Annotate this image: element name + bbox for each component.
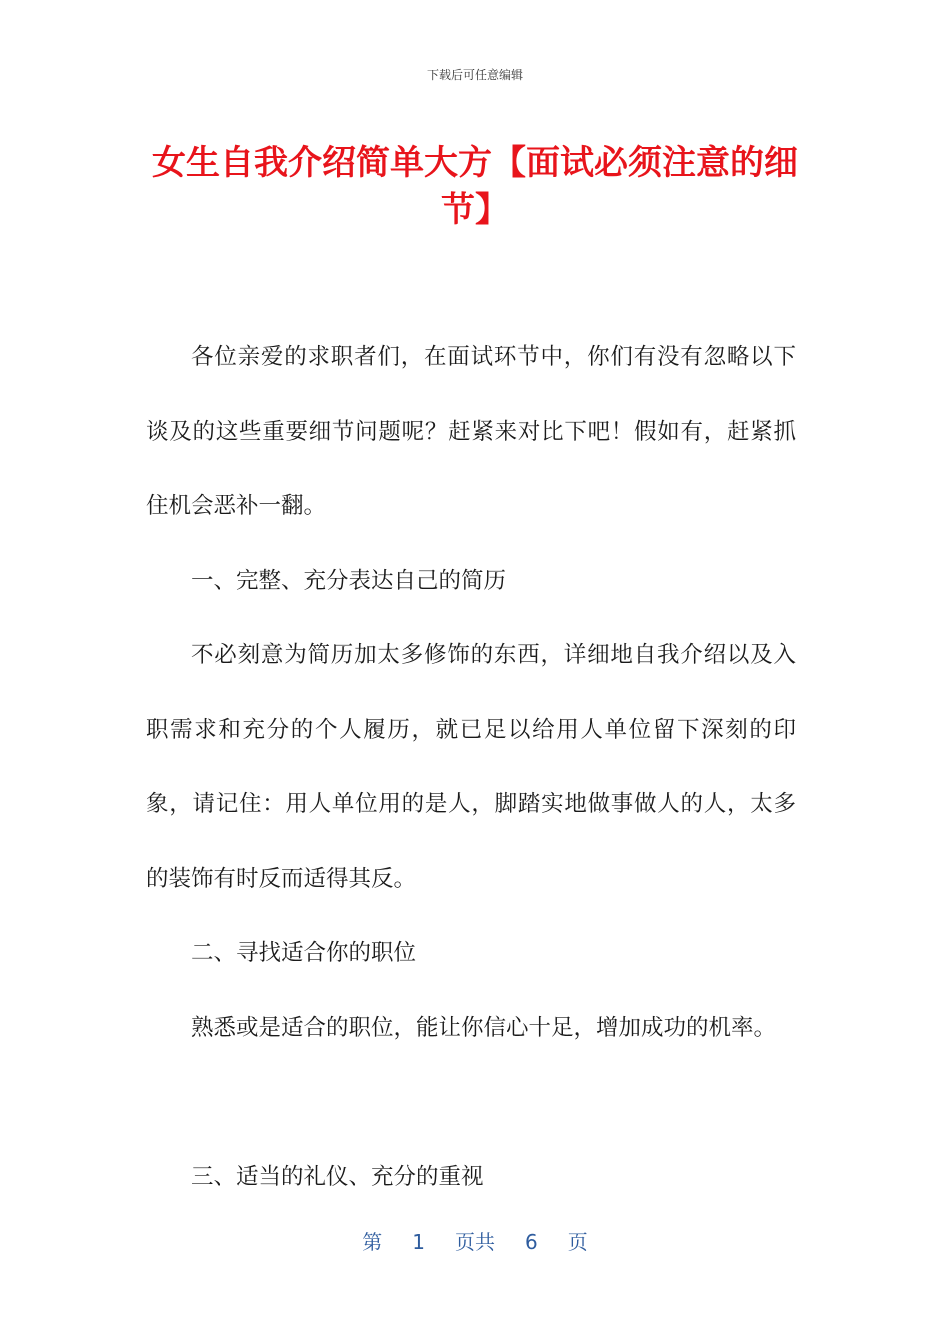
section-heading-2: 二、寻找适合你的职位 xyxy=(191,940,417,966)
document-body xyxy=(146,320,796,1215)
section-heading-1: 一、完整、充分表达自己的简历 xyxy=(191,567,507,594)
section-heading-3: 三、适当的礼仪、充分的重视 xyxy=(191,1164,484,1190)
section-paragraph-1: 不必刻意为简历加太多修饰的东西，详细地自我介绍以及入职需求和充分的个人履历，就已足以给用人单位留下深刻的印象，请记住：用人单位用的是人，脚踏实地做事做人的人，太多的装饰有时反而适得其反。 xyxy=(146,642,796,892)
section-paragraph-2: 熟悉或是适合的职位，能让你信心十足，增加成功的机率。 xyxy=(191,1014,777,1041)
footer-total-pages: 6 xyxy=(525,1230,538,1254)
header-note: 下载后可任意编辑 xyxy=(426,68,523,82)
document-title: 女生自我介绍简单大方【面试必须注意的细节】 xyxy=(152,143,798,230)
footer-prefix: 第 xyxy=(362,1230,383,1254)
page-number-footer xyxy=(0,1226,950,1255)
paragraph-spacer xyxy=(146,1065,796,1140)
intro-paragraph: 各位亲爱的求职者们，在面试环节中，你们有没有忽略以下谈及的这些重要细节问题呢？赶紧来对比下吧！假如有，赶紧抓住机会恶补一翻。 xyxy=(146,344,796,519)
footer-mid-label: 页共 xyxy=(455,1230,495,1254)
footer-current-page: 1 xyxy=(412,1230,425,1254)
footer-suffix: 页 xyxy=(567,1230,588,1254)
